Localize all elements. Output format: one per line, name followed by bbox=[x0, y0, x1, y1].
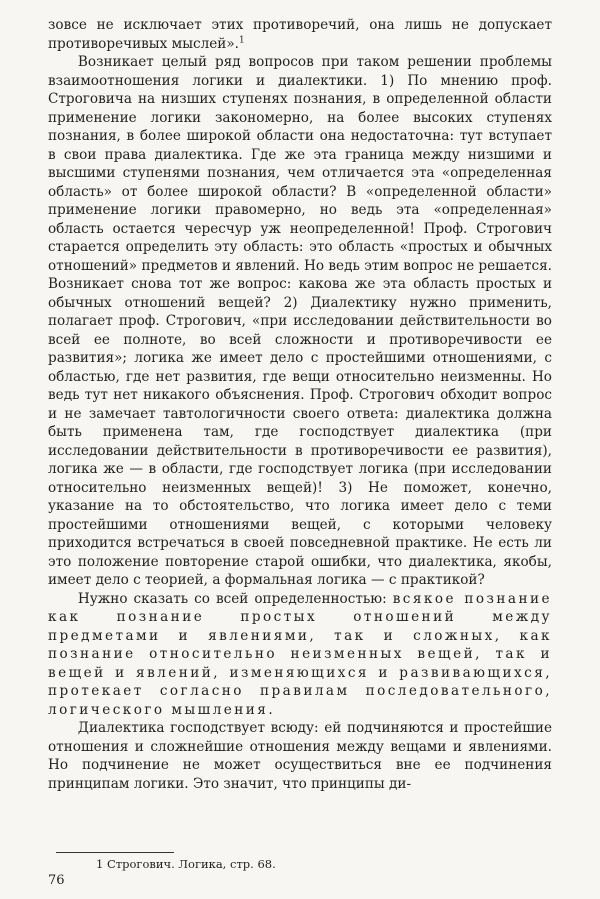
footnote-text: Строгович. Логика, стр. 68. bbox=[106, 857, 276, 871]
body-text bbox=[48, 16, 552, 793]
footnote-marker: 1 bbox=[239, 34, 245, 45]
paragraph-2-text: Возникает целый ряд вопросов при таком решении проблемы взаимоотношения логики и диалектики. 1) По мнению проф. Строговича на низших ступенях познания, в определенной области применение логики закономерно, на более высоких ступенях познания, в более широкой области она недостаточна: тут вступает в свои права диалектика. Где же эта граница между низшими и высшими ступенями познания, чем отличается эта «определенная область» от более широкой области? В «определенной области» применение логики правомерно, но ведь эта «определенная» область остается чересчур уж неопределенной! Проф. Строгович старается определить эту область: это область «простых и обычных отношений» предметов и явлений. Но ведь этим вопрос не решается. Возникает снова тот же вопрос: какова же эта область простых и обычных отношений вещей? 2) Диалектику нужно применить, полагает проф. Строгович, «при исследовании действительности во всей ее полноте, во всей сложности и противоречивости ее развития»; логика же имеет дело с простейшими отношениями, с областью, где нет развития, где вещи относительно неизменны. Но ведь тут нет никакого объяснения. Проф. Строгович обходит вопрос и не замечает тавтологичности своего ответа: диалектика должна быть применена там, где господствует диалектика (при исследовании действительности в противоречивости ее развития), логика же — в области, где господствует логика (при исследовании относительно неизменных вещей)! 3) Не поможет, конечно, указание на то обстоятельство, что логика имеет дело с теми простейшими отношениями вещей, с которыми человеку приходится встречаться в своей повседневной практике. Не есть ли это положение повторение старой ошибки, что диалектика, якобы, имеет дело с теорией, а формальная логика — с практикой? bbox=[48, 54, 552, 588]
footnote bbox=[96, 857, 276, 871]
paragraph-2 bbox=[48, 53, 552, 590]
footnote-divider bbox=[56, 852, 174, 853]
paragraph-3-emphasis: всякое познание как познание простых отношений между предметами и явлениями, так и сложных, как познание относительно неизменных вещей, так и вещей и явлений, изменяющихся и развивающихся, протекает согласно правилам последовательного, логического мышления. bbox=[48, 590, 552, 718]
page-number: 76 bbox=[48, 873, 65, 888]
paragraph-1 bbox=[48, 16, 552, 53]
paragraph-3 bbox=[48, 590, 552, 720]
footnote-number: 1 bbox=[96, 857, 104, 871]
paragraph-3-text: Нужно сказать со всей определенностью: bbox=[77, 590, 393, 607]
paragraph-4 bbox=[48, 719, 552, 793]
paragraph-4-text: Диалектика господствует всюду: ей подчиняются и простейшие отношения и сложнейшие отношения между вещами и явлениями. Но подчинение не может осуществиться вне ее подчинения принципам логики. Это значит, что принципы ди- bbox=[48, 720, 552, 792]
paragraph-1-text: зовсе не исключает этих противоречий, она лишь не допускает противоречивых мыслей». bbox=[48, 17, 552, 52]
